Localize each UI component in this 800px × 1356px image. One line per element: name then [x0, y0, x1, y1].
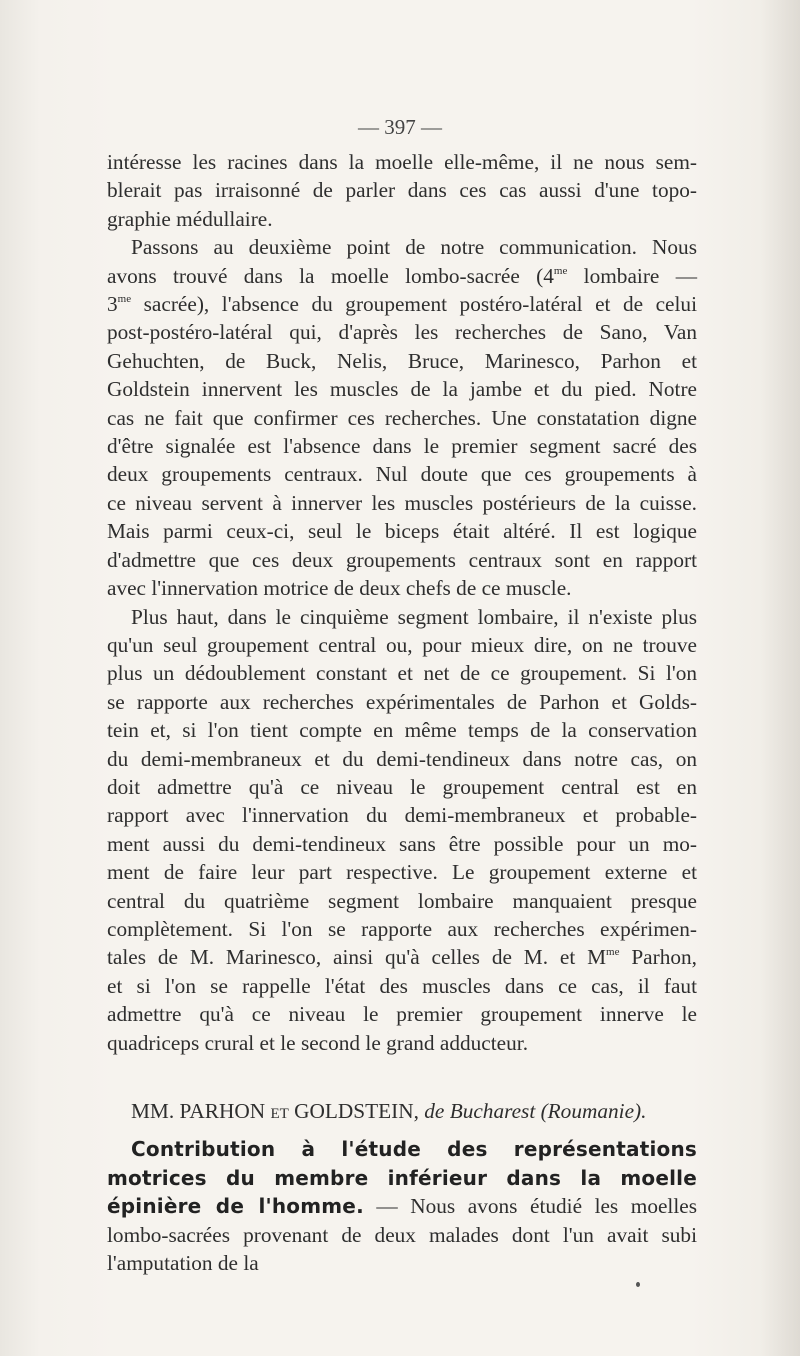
- text-line: intéresse les racines dans la moelle elle-même, il ne nous sem-: [107, 150, 697, 174]
- text-line: Gehuchten, de Buck, Nelis, Bruce, Marinesco, Parhon et: [107, 348, 697, 373]
- text-span: tales de M. Marinesco, ainsi qu'à celles de M. et M: [107, 945, 607, 970]
- text-line: [107, 262, 697, 290]
- print-speck: [636, 1282, 640, 1287]
- text-line: avec l'innervation motrice de deux chefs de ce muscle.: [107, 576, 572, 601]
- text-line: qu'un seul groupement central ou, pour mieux dire, on ne trouve: [107, 632, 697, 657]
- body-text: [107, 148, 697, 1277]
- text-line: du demi-membraneux et du demi-tendineux dans notre cas, on: [107, 746, 697, 771]
- paragraph-continuation: [107, 148, 697, 233]
- page-number: — 397 —: [358, 115, 442, 139]
- text-span: sacrée), l'absence du groupement postéro-latéral et de celui: [131, 292, 697, 317]
- text-line: quadriceps crural et le second le grand adducteur.: [107, 1030, 529, 1055]
- text-line: [107, 943, 697, 971]
- authors-second: GOLDSTEIN,: [288, 1099, 425, 1123]
- authors-place: de Bucharest (Roumanie).: [424, 1099, 647, 1123]
- contribution-title: Contribution à l'étude des représentations motrices du membre inférieur dans la moelle épinière de l'homme.: [107, 1137, 697, 1219]
- text-line: deux groupements centraux. Nul doute que ces groupements à: [107, 462, 697, 487]
- text-line: se rapporte aux recherches expérimentales de Parhon et Golds-: [107, 689, 697, 714]
- paragraph-fifth-segment: [107, 603, 697, 1058]
- superscript: me: [117, 292, 132, 305]
- text-line: admettre qu'à ce niveau le premier groupement innerve le: [107, 1002, 697, 1027]
- text-line: Mais parmi ceux-ci, seul le biceps était altéré. Il est logique: [107, 519, 697, 544]
- text-line: post-postéro-latéral qui, d'après les recherches de Sano, Van: [107, 320, 697, 345]
- authors-heading: [107, 1097, 697, 1125]
- text-line: Plus haut, dans le cinquième segment lombaire, il n'existe plus: [131, 604, 697, 629]
- text-span: lombaire —: [567, 263, 697, 288]
- text-line: Passons au deuxième point de notre communication. Nous: [131, 235, 697, 260]
- text-line: [107, 290, 697, 318]
- text-line: d'être signalée est l'absence dans le premier segment sacré des: [107, 434, 697, 459]
- text-line: graphie médullaire.: [107, 206, 273, 231]
- text-line: cas ne fait que confirmer ces recherches. Une constatation digne: [107, 405, 697, 430]
- text-line: central du quatrième segment lombaire manquaient presque: [107, 888, 697, 913]
- text-span: Parhon,: [619, 945, 697, 970]
- superscript: me: [606, 946, 620, 959]
- text-line: ment aussi du demi-tendineux sans être possible pour un mo-: [107, 831, 697, 856]
- authors-prefix: MM. PARHON: [131, 1099, 271, 1123]
- text-line: ce niveau servent à innerver les muscles postérieurs de la cuisse.: [107, 490, 697, 515]
- text-span: 3: [107, 292, 118, 317]
- contribution-paragraph: [107, 1135, 697, 1277]
- section-spacer: [107, 1057, 697, 1097]
- text-line: tein et, si l'on tient compte en même temps de la conservation: [107, 718, 697, 743]
- authors-and: et: [270, 1099, 289, 1123]
- text-line: doit admettre qu'à ce niveau le groupement central est en: [107, 774, 697, 799]
- text-line: d'admettre que ces deux groupements centraux sont en rapport: [107, 547, 697, 572]
- contribution-text: — Nous avons étudié les moelles lombo-sacrées provenant de deux malades dont l'un avait subi l'amputation de la: [107, 1194, 698, 1276]
- text-line: ment de faire leur part respective. Le groupement externe et: [107, 860, 697, 885]
- text-line: plus un dédoublement constant et net de ce groupement. Si l'on: [107, 661, 697, 686]
- text-span: avons trouvé dans la moelle lombo-sacrée (4: [107, 263, 554, 288]
- text-line: et si l'on se rappelle l'état des muscles dans ce cas, il faut: [107, 973, 697, 998]
- text-line: complètement. Si l'on se rapporte aux recherches expérimen-: [107, 916, 697, 941]
- text-line: blerait pas irraisonné de parler dans ces cas aussi d'une topo-: [107, 178, 697, 203]
- superscript: me: [553, 264, 568, 277]
- text-line: Goldstein innervent les muscles de la jambe et du pied. Notre: [107, 377, 697, 402]
- paragraph-second-point: [107, 233, 697, 602]
- text-line: rapport avec l'innervation du demi-membraneux et probable-: [107, 803, 697, 828]
